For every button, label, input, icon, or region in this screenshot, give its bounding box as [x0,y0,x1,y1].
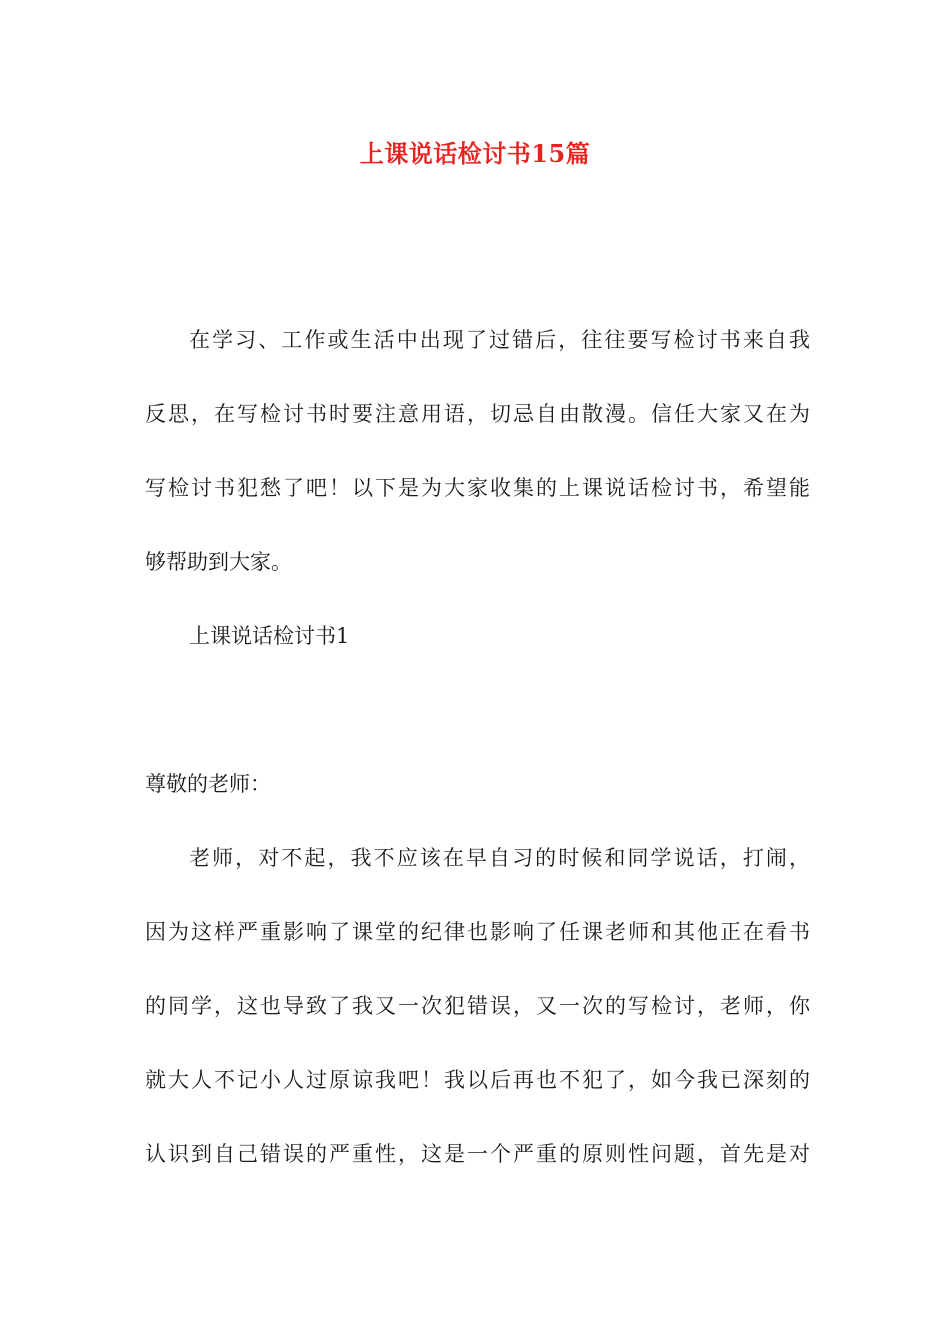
intro-line: 够帮助到大家。 [145,550,292,574]
intro-line: 反思，在写检讨书时要注意用语，切忌自由散漫。信任大家又在为 [145,402,810,426]
document-title: 上课说话检讨书15篇 [359,139,591,168]
body-line: 老师，对不起，我不应该在早自习的时候和同学说话，打闹， [189,846,810,870]
intro-line: 写检讨书犯愁了吧！以下是为大家收集的上课说话检讨书，希望能 [145,476,810,500]
body-line: 因为这样严重影响了课堂的纪律也影响了任课老师和其他正在看书 [145,920,810,944]
salutation: 尊敬的老师： [145,772,271,796]
body-line: 的同学，这也导致了我又一次犯错误，又一次的写检讨，老师，你 [145,994,810,1018]
intro-line: 在学习、工作或生活中出现了过错后，往往要写检讨书来自我 [189,328,810,352]
body-line: 就大人不记小人过原谅我吧！我以后再也不犯了，如今我已深刻的 [145,1068,810,1092]
section-heading: 上课说话检讨书1 [189,624,350,648]
body-line: 认识到自己错误的严重性，这是一个严重的原则性问题，首先是对 [145,1142,810,1166]
